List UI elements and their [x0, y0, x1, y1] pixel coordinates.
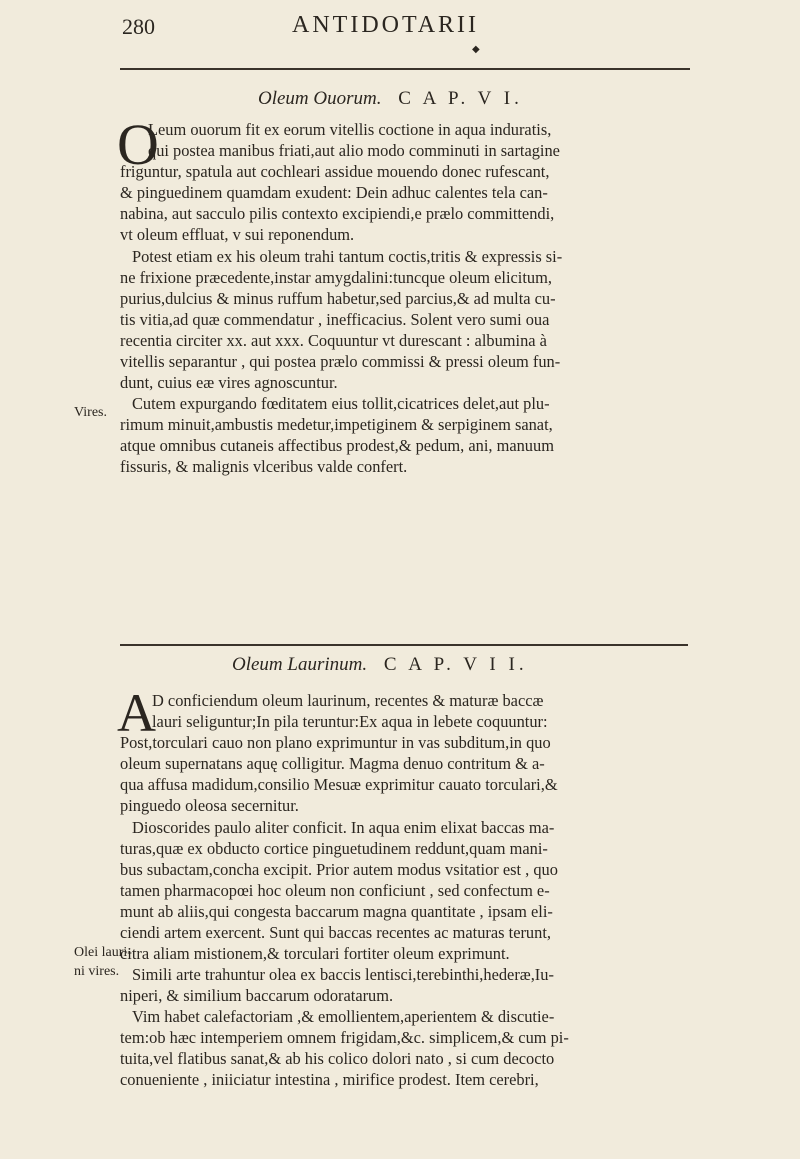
- text-line: lauri seliguntur;In pila teruntur:Ex aqua in lebete coquuntur:: [152, 712, 548, 731]
- text-line: tuita,vel flatibus sanat,& ab his colico dolori nato , si cum decocto: [120, 1049, 555, 1068]
- text-line: qui postea manibus friati,aut alio modo comminuti in sartagine: [148, 141, 560, 160]
- text-line: D conficiendum oleum laurinum, recentes & maturæ baccæ: [152, 691, 544, 710]
- text-line: atque omnibus cutaneis affectibus prodest,& pedum, ani, manuum: [120, 436, 554, 455]
- text-line: munt ab aliis,qui congesta baccarum magna quantitate , ipsam eli-: [120, 902, 553, 921]
- chapter-6-title: Oleum Ouorum.: [258, 88, 382, 109]
- text-line: pinguedo oleosa secernitur.: [120, 796, 299, 815]
- text-line: Cutem expurgando fœditatem eius tollit,cicatrices delet,aut plu-: [132, 394, 550, 413]
- page-header: [122, 6, 682, 55]
- ornament-icon: ◆: [472, 44, 480, 55]
- text-line: niperi, & similium baccarum odoratarum.: [120, 986, 394, 1005]
- text-line: Dioscorides paulo aliter conficit. In aqua enim elixat baccas ma-: [132, 818, 555, 837]
- text-line: Vim habet calefactoriam ,& emollientem,aperientem & discutie-: [132, 1007, 555, 1026]
- text-line: ne frixione præcedente,instar amygdalini:tuncque oleum elicitum,: [120, 268, 552, 287]
- text-line: rimum minuit,ambustis medetur,impetiginem & serpiginem sanat,: [120, 415, 553, 434]
- margin-note-vires: Vires.: [74, 405, 107, 420]
- running-title: ANTIDOTARII: [292, 12, 480, 38]
- margin-note-vires-2: ni vires.: [74, 964, 120, 979]
- text-line: & pinguedinem quamdam exudent: Dein adhuc calentes tela can-: [120, 183, 548, 202]
- text-line: citra aliam mistionem,& torculari fortiter oleum exprimunt.: [120, 944, 510, 963]
- chapter-7-heading: [232, 654, 528, 676]
- header-rule: [120, 68, 690, 70]
- text-line: Leum ouorum fit ex eorum vitellis coctione in aqua induratis,: [148, 120, 552, 139]
- chapter-7-dropcap: A: [117, 683, 156, 743]
- text-line: tamen pharmacopœi hoc oleum non conficiunt , sed confectum e-: [120, 881, 550, 900]
- chapter-7-title: Oleum Laurinum.: [232, 654, 368, 675]
- text-line: turas,quæ ex obducto cortice pinguetudinem reddunt,quam mani-: [120, 839, 548, 858]
- text-line: purius,dulcius & minus ruffum habetur,sed parcius,& ad multa cu-: [120, 289, 556, 308]
- text-line: recentia circiter xx. aut xxx. Coquuntur vt durescant : albumina à: [120, 331, 547, 350]
- text-line: vitellis separantur , qui postea prælo commissi & pressi oleum fun-: [120, 352, 561, 371]
- text-line: qua affusa madidum,consilio Mesuæ exprimitur cauato torculari,&: [120, 775, 558, 794]
- chapter-6-dropcap: O: [117, 112, 159, 177]
- text-line: vt oleum effluat, v sui reponendum.: [120, 225, 355, 244]
- text-line: friguntur, spatula aut cochleari assidue mouendo donec rufescant,: [120, 162, 550, 181]
- text-line: Post,torculari cauo non plano exprimuntur in vas subditum,in quo: [120, 733, 551, 752]
- text-line: bus subactam,concha excipit. Prior autem modus vsitatior est , quo: [120, 860, 558, 879]
- text-line: oleum supernatans aquę colligitur. Magma denuo contritum & a-: [120, 754, 545, 773]
- text-line: Potest etiam ex his oleum trahi tantum coctis,tritis & expressis si-: [132, 247, 563, 266]
- text-line: fissuris, & malignis vlceribus valde confert.: [120, 457, 408, 476]
- text-line: nabina, aut sacculo pilis contexto excipiendi,e prælo committendi,: [120, 204, 555, 223]
- text-line: conueniente , iniiciatur intestina , mirifice prodest. Item cerebri,: [120, 1070, 539, 1089]
- text-line: tem:ob hæc intemperiem omnem frigidam,&c. simplicem,& cum pi-: [120, 1028, 569, 1047]
- chapter-divider: [120, 644, 688, 646]
- text-line: Simili arte trahuntur olea ex baccis lentisci,terebinthi,hederæ,Iu-: [132, 965, 554, 984]
- text-line: tis vitia,ad quæ commendatur , inefficacius. Solent vero sumi oua: [120, 310, 550, 329]
- chapter-6-heading: [258, 88, 523, 110]
- chapter-7-number: C A P. V I I.: [383, 654, 528, 675]
- text-line: dunt, cuius eæ vires agnoscuntur.: [120, 373, 338, 392]
- page-number: 280: [122, 14, 155, 39]
- text-line: ciendi artem exercent. Sunt qui baccas recentes ac maturas terunt,: [120, 923, 551, 942]
- margin-note-olei-laurini: Olei lauri-: [74, 945, 132, 960]
- chapter-6-number: C A P. V I.: [398, 88, 523, 109]
